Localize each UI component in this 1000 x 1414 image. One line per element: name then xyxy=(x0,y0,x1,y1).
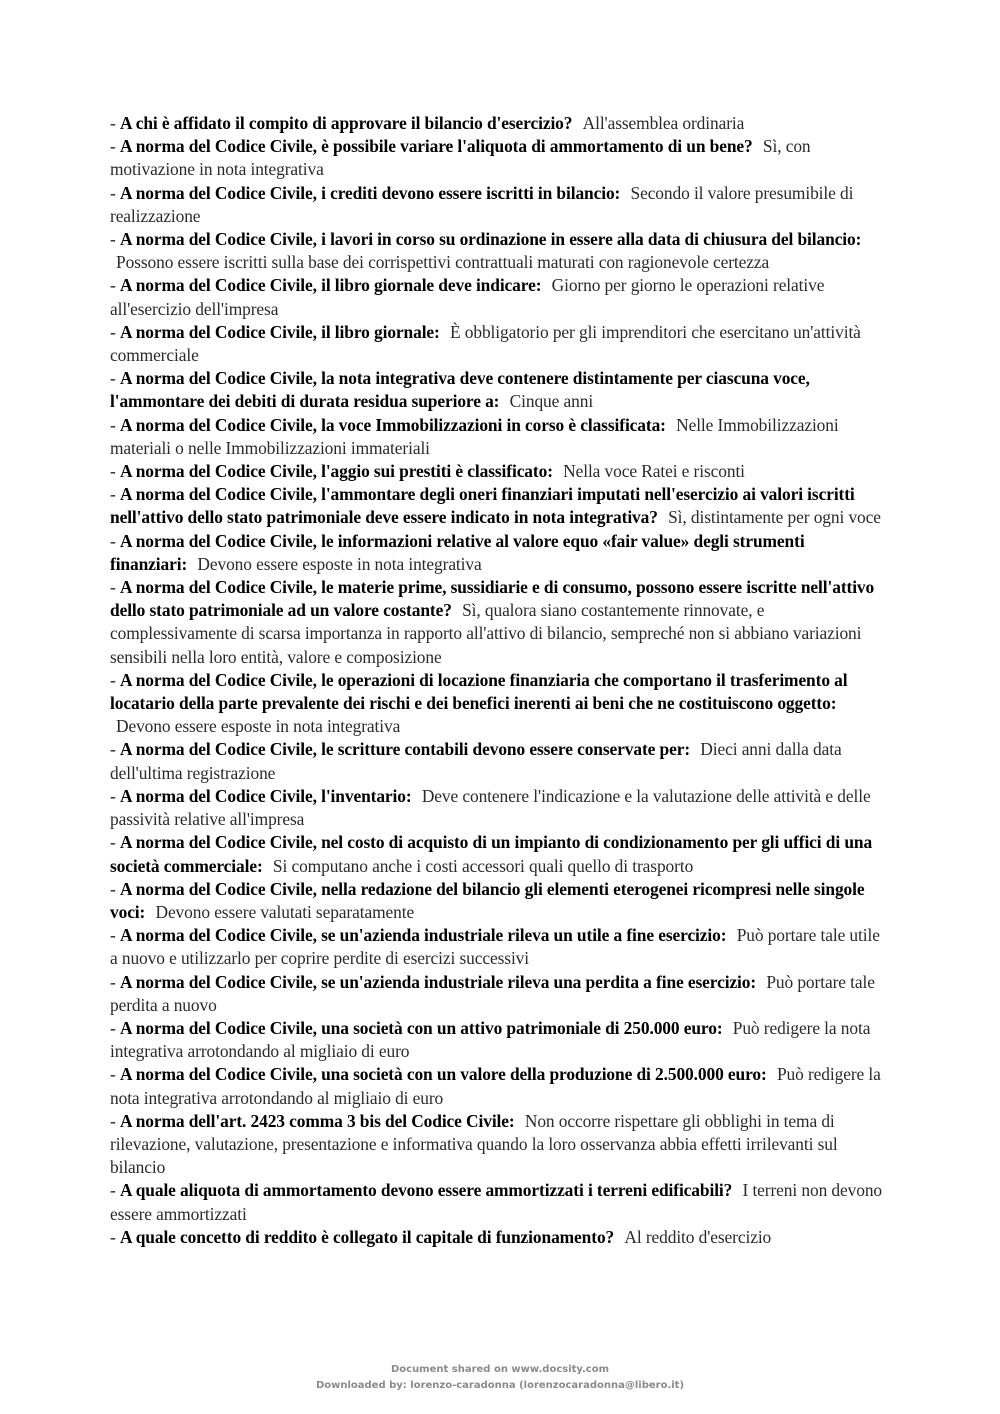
entry-dash: - xyxy=(110,275,120,296)
footer-shared-text: Document shared on www.docsity.com xyxy=(390,1364,610,1375)
question-text: A norma del Codice Civile, l'aggio sui prestiti è classificato: xyxy=(119,461,553,482)
qa-entry xyxy=(110,785,885,831)
qa-entry xyxy=(110,738,885,784)
qa-entry xyxy=(110,924,885,970)
answer-text: Può portare tale perdita a nuovo xyxy=(110,971,875,1015)
answer-text: Devono essere esposte in nota integrativa xyxy=(116,716,401,737)
answer-text: Devono essere esposte in nota integrativa xyxy=(197,553,482,574)
entry-dash: - xyxy=(110,1180,120,1201)
qa-entry xyxy=(110,112,885,135)
answer-text: Giorno per giorno le operazioni relative all'esercizio dell'impresa xyxy=(110,275,825,319)
question-text: A quale concetto di reddito è collegato il capitale di funzionamento? xyxy=(119,1226,615,1247)
entry-dash: - xyxy=(110,577,120,598)
answer-text: All'assemblea ordinaria xyxy=(582,113,745,133)
entry-dash: - xyxy=(110,925,120,946)
question-text: A norma del Codice Civile, le materie prime, sussidiarie e di consumo, possono essere iscritte nell'attivo dello stato patrimoniale ad un valore costante? xyxy=(110,577,875,621)
qa-entry xyxy=(110,576,885,669)
question-text: A norma del Codice Civile, i lavori in corso su ordinazione in essere alla data di chiusura del bilancio: xyxy=(119,229,862,250)
answer-text: Deve contenere l'indicazione e la valutazione delle attività e delle passività relative all'impresa xyxy=(110,785,871,830)
question-text: A chi è affidato il compito di approvare il bilancio d'esercizio? xyxy=(119,113,573,133)
entry-dash: - xyxy=(110,878,120,899)
qa-entry xyxy=(110,1226,885,1249)
question-text: A norma del Codice Civile, è possibile variare l'aliquota di ammortamento di un bene? xyxy=(119,136,753,157)
qa-entry xyxy=(110,1179,885,1225)
question-text: A norma del Codice Civile, una società con un attivo patrimoniale di 250.000 euro: xyxy=(119,1017,723,1038)
question-text: A norma del Codice Civile, l'inventario: xyxy=(119,785,412,806)
entry-dash: - xyxy=(110,136,120,157)
answer-text: Possono essere iscritti sulla base dei corrispettivi contrattuali maturati con ragionevole certezza xyxy=(116,252,770,273)
entry-dash: - xyxy=(110,182,120,203)
answer-text: Non occorre rispettare gli obblighi in tema di rilevazione, valutazione, presentazione e informativa quando la loro osservanza abbia effetti irrilevanti sul bilancio xyxy=(110,1110,838,1178)
entry-dash: - xyxy=(110,368,120,389)
answer-text: Cinque anni xyxy=(509,391,594,412)
qa-entry xyxy=(110,669,885,739)
answer-text: Sì, con motivazione in nota integrativa xyxy=(110,136,811,180)
entry-dash: - xyxy=(110,530,120,551)
footer-downloaded-text: Downloaded by: lorenzo-caradonna (lorenzocaradonna@libero.it) xyxy=(315,1380,685,1391)
question-text: A norma del Codice Civile, la voce Immobilizzazioni in corso è classificata: xyxy=(119,414,666,435)
question-text: A norma del Codice Civile, il libro giornale deve indicare: xyxy=(119,275,542,296)
qa-entry xyxy=(110,530,885,576)
question-answer-list xyxy=(110,112,885,1249)
entry-dash: - xyxy=(110,1017,120,1038)
question-text: A norma del Codice Civile, una società con un valore della produzione di 2.500.000 euro: xyxy=(119,1064,767,1085)
entry-dash: - xyxy=(110,1064,120,1085)
qa-entry xyxy=(110,483,885,529)
entry-dash: - xyxy=(110,321,120,342)
qa-entry xyxy=(110,367,885,413)
answer-text: I terreni non devono essere ammortizzati xyxy=(110,1180,883,1224)
question-text: A norma del Codice Civile, nella redazione del bilancio gli elementi eterogenei ricompresi nelle singole voci: xyxy=(110,878,865,922)
entry-dash: - xyxy=(110,461,120,482)
answer-text: Nella voce Ratei e risconti xyxy=(563,461,745,482)
question-text: A norma del Codice Civile, il libro giornale: xyxy=(119,321,440,342)
entry-dash: - xyxy=(110,1110,120,1131)
answer-text: È obbligatorio per gli imprenditori che esercitano un'attività commerciale xyxy=(110,321,861,366)
question-text: A norma del Codice Civile, nel costo di acquisto di un impianto di condizionamento per gli uffici di una società commerciale: xyxy=(110,832,873,876)
entry-dash: - xyxy=(110,113,120,133)
qa-entry xyxy=(110,414,885,460)
question-text: A norma del Codice Civile, le operazioni di locazione finanziaria che comportano il trasferimento al locatario della parte prevalente dei rischi e dei benefici inerenti ai beni che ne costituiscono oggetto: xyxy=(110,669,848,714)
answer-text: Può redigere la nota integrativa arrotondando al migliaio di euro xyxy=(110,1017,871,1062)
question-text: A quale aliquota di ammortamento devono essere ammortizzati i terreni edificabili? xyxy=(119,1180,733,1201)
answer-text: Dieci anni dalla data dell'ultima registrazione xyxy=(110,739,842,783)
entry-dash: - xyxy=(110,785,120,806)
qa-entry xyxy=(110,135,885,181)
entry-dash: - xyxy=(110,971,120,992)
qa-entry xyxy=(110,831,885,877)
entry-dash: - xyxy=(110,484,120,505)
qa-entry xyxy=(110,971,885,1017)
entry-dash: - xyxy=(110,669,120,690)
qa-entry xyxy=(110,878,885,924)
answer-text: Al reddito d'esercizio xyxy=(624,1226,772,1247)
qa-entry xyxy=(110,460,885,483)
qa-entry xyxy=(110,228,885,274)
question-text: A norma dell'art. 2423 comma 3 bis del Codice Civile: xyxy=(119,1110,515,1131)
question-text: A norma del Codice Civile, i crediti devono essere iscritti in bilancio: xyxy=(119,182,621,203)
qa-entry xyxy=(110,274,885,320)
answer-text: Devono essere valutati separatamente xyxy=(155,901,415,922)
page-footer xyxy=(0,1362,1000,1394)
answer-text: Secondo il valore presumibile di realizzazione xyxy=(110,182,854,226)
qa-entry xyxy=(110,1063,885,1109)
question-text: A norma del Codice Civile, se un'azienda industriale rileva una perdita a fine esercizio: xyxy=(119,971,757,992)
entry-dash: - xyxy=(110,739,120,760)
question-text: A norma del Codice Civile, la nota integrativa deve contenere distintamente per ciascuna voce, l'ammontare dei debiti di durata residua superiore a: xyxy=(110,368,810,412)
answer-text: Sì, distintamente per ogni voce xyxy=(668,507,881,528)
entry-dash: - xyxy=(110,832,120,853)
entry-dash: - xyxy=(110,229,120,250)
entry-dash: - xyxy=(110,414,120,435)
question-text: A norma del Codice Civile, l'ammontare degli oneri finanziari imputati nell'esercizio ai valori iscritti nell'attivo dello stato patrimoniale deve essere indicato in nota integrativa? xyxy=(110,484,855,528)
qa-entry xyxy=(110,1110,885,1180)
answer-text: Sì, qualora siano costantemente rinnovate, e complessivamente di scarsa importanza in rapporto all'attivo di bilancio, sempreché non si abbiano variazioni sensibili nella loro entità, valore e composizione xyxy=(110,600,862,667)
qa-entry xyxy=(110,1017,885,1063)
question-text: A norma del Codice Civile, le scritture contabili devono essere conservate per: xyxy=(119,739,691,760)
question-text: A norma del Codice Civile, se un'azienda industriale rileva un utile a fine esercizio: xyxy=(119,925,727,946)
answer-text: Può redigere la nota integrativa arrotondando al migliaio di euro xyxy=(110,1064,881,1108)
answer-text: Nelle Immobilizzazioni materiali o nelle Immobilizzazioni immateriali xyxy=(110,414,839,458)
answer-text: Può portare tale utile a nuovo e utilizzarlo per coprire perdite di esercizi successivi xyxy=(110,925,880,969)
qa-entry xyxy=(110,321,885,367)
answer-text: Si computano anche i costi accessori quali quello di trasporto xyxy=(272,855,694,876)
question-text: A norma del Codice Civile, le informazioni relative al valore equo «fair value» degli strumenti finanziari: xyxy=(110,530,805,574)
qa-entry xyxy=(110,182,885,228)
entry-dash: - xyxy=(110,1226,120,1247)
